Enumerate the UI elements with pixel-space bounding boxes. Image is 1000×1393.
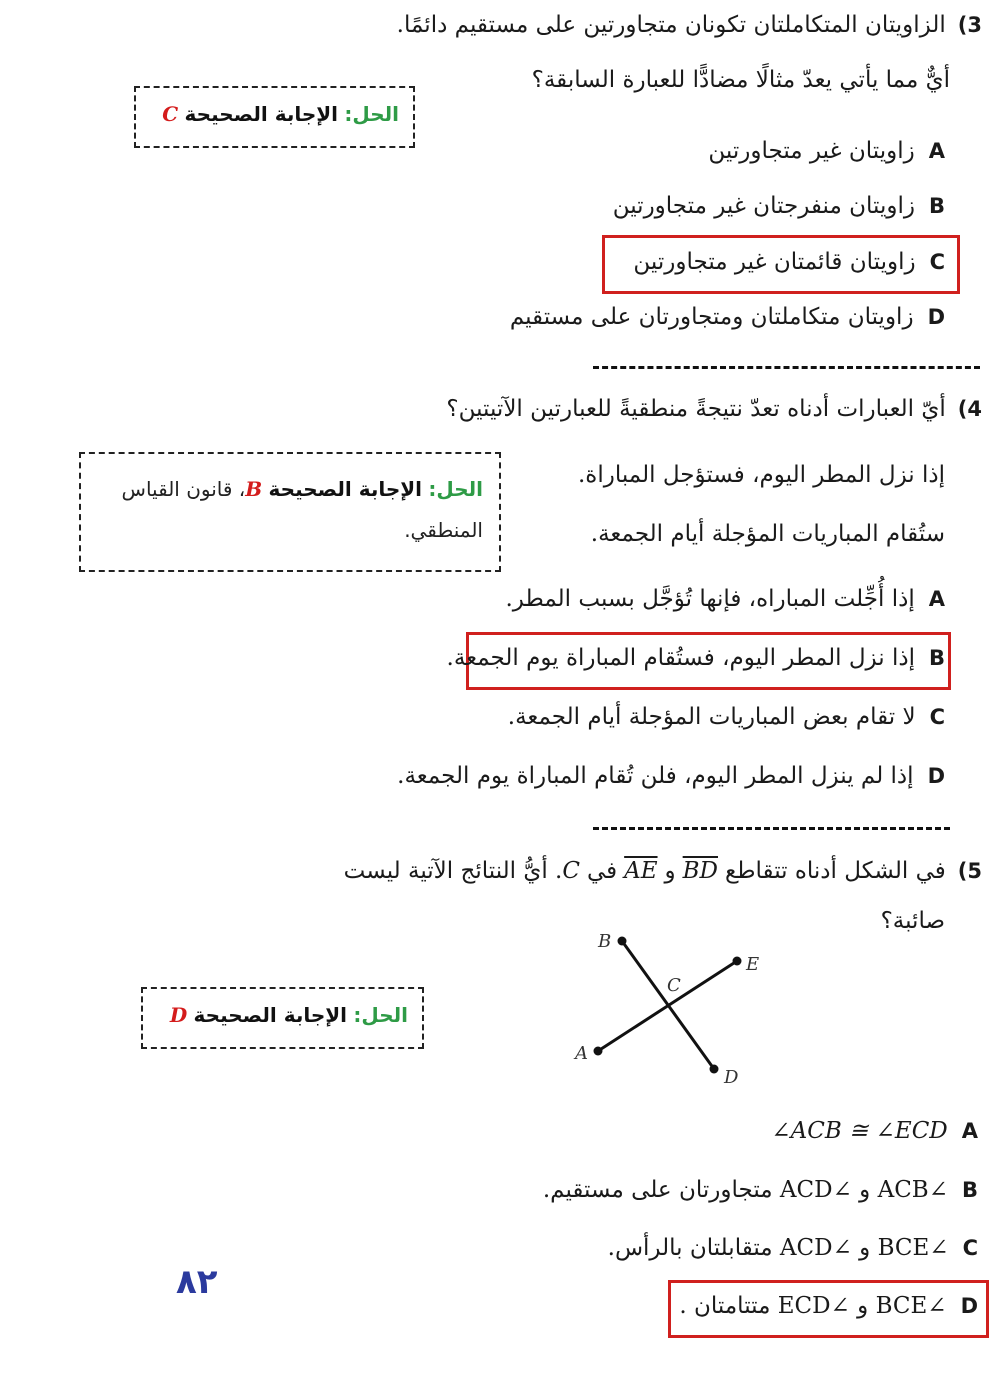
q3-solution-label: الحل:	[344, 102, 399, 126]
q3-statement: الزاويتان المتكاملتان تكونان متجاورتين على مستقيم دائمًا.	[396, 12, 946, 38]
q5-solution-text: الإجابة الصحيحة	[193, 1003, 347, 1027]
q5-solution-label: الحل:	[353, 1003, 408, 1027]
q3-option-b-letter: B	[928, 194, 945, 218]
q3-option-c-text: زاويتان قائمتان غير متجاورتين	[633, 249, 916, 275]
q4-solution-extra: ، قانون القياس	[121, 477, 246, 501]
q4-option-a[interactable]	[505, 586, 945, 612]
q5-question-part2: في	[586, 858, 618, 884]
q5-option-a-letter: A	[961, 1119, 978, 1143]
q5-option-c-letter: C	[962, 1236, 978, 1260]
q5-option-b-letter: B	[961, 1178, 978, 1202]
q4-premise-1: إذا نزل المطر اليوم، فستؤجل المباراة.	[578, 462, 945, 488]
q4-solution-line1	[93, 472, 483, 506]
q3-solution-letter: C	[162, 102, 179, 126]
q3-question: أيٌّ مما يأتي يعدّ مثالًا مضادًّا للعبارة السابقة؟	[531, 67, 950, 93]
label-a: A	[575, 1043, 588, 1064]
q5-solution-letter: D	[169, 1003, 188, 1027]
q5-conj: و	[664, 858, 676, 884]
q4-option-d[interactable]	[397, 763, 945, 789]
q3-solution-box	[134, 86, 415, 148]
q3-option-d-text: زاويتان متكاملتان ومتجاورتان على مستقيم	[509, 304, 914, 330]
q5-option-d[interactable]	[679, 1293, 978, 1319]
q3-option-d-letter: D	[927, 305, 945, 329]
q5-question-line2: صائبة؟	[880, 908, 945, 934]
point-e	[733, 957, 742, 966]
q5-segment-bd: $\overline{BD}$	[682, 858, 718, 884]
q4-solution-box	[79, 452, 501, 572]
q3-option-a-letter: A	[928, 139, 945, 163]
q4-option-b[interactable]	[447, 645, 945, 671]
q5-option-d-letter: D	[960, 1294, 978, 1318]
q4-option-b-text: إذا نزل المطر اليوم، فستُقام المباراة يوم الجمعة.	[446, 645, 915, 671]
label-c: C	[667, 975, 681, 996]
q3-option-c-letter: C	[929, 250, 945, 274]
q3-number: 3)	[957, 13, 982, 37]
q5-option-b[interactable]	[543, 1177, 978, 1203]
page-number: ٨٢	[176, 1262, 218, 1302]
q5-option-c-text: ∠BCE و ∠ACD متقابلتان بالرأس.	[607, 1235, 949, 1261]
segment-bd-line	[622, 941, 714, 1069]
q5-question-part1: في الشكل أدناه تتقاطع	[725, 858, 946, 884]
q4-option-a-text: إذا أُجِّلت المباراه، فإنها تُؤجَّل بسبب المطر.	[505, 586, 915, 612]
q3-option-a[interactable]	[708, 138, 945, 164]
q5-option-a-text: ∠ACB ≅ ∠ECD	[771, 1118, 948, 1144]
q3-option-b-text: زاويتان منفرجتان غير متجاورتين	[612, 193, 915, 219]
q5-option-a[interactable]	[771, 1118, 978, 1144]
point-a	[594, 1047, 603, 1056]
q4-solution-extra-2: المنطقي.	[404, 518, 483, 542]
q5-option-c[interactable]	[608, 1235, 978, 1261]
q4-header	[446, 396, 982, 422]
q5-solution-box	[141, 987, 424, 1049]
q3-header	[397, 12, 982, 38]
label-b: B	[598, 931, 612, 952]
q3-option-d[interactable]	[510, 304, 945, 330]
q4-option-c-text: لا تقام بعض المباريات المؤجلة أيام الجمعة.	[507, 704, 916, 730]
q5-number: 5)	[957, 859, 982, 883]
q4-number: 4)	[957, 397, 982, 421]
label-e: E	[746, 954, 760, 975]
q4-option-d-letter: D	[927, 764, 945, 788]
q3-option-c[interactable]	[633, 249, 945, 275]
q4-option-d-text: إذا لم ينزل المطر اليوم، فلن تُقام المباراة يوم الجمعة.	[397, 763, 914, 789]
q5-segment-ae: $\overline{AE}$	[624, 858, 658, 884]
q4-option-a-letter: A	[928, 587, 945, 611]
q5-question-part3: . أيُّ النتائج الآتية ليست	[343, 858, 563, 884]
q5-figure	[570, 925, 780, 1090]
q4-solution-text: الإجابة الصحيحة	[268, 477, 422, 501]
q4-option-c[interactable]	[508, 704, 945, 730]
q4-premise-2: ستُقام المباريات المؤجلة أيام الجمعة.	[590, 521, 945, 547]
q5-point: C	[562, 858, 580, 884]
q4-solution-label: الحل:	[428, 477, 483, 501]
q3-option-b[interactable]	[613, 193, 945, 219]
q4-option-b-letter: B	[928, 646, 945, 670]
q3-option-a-text: زاويتان غير متجاورتين	[708, 138, 915, 164]
q5-option-b-text: ∠ACB و ∠ACD متجاورتان على مستقيم.	[542, 1177, 948, 1203]
label-d: D	[724, 1067, 739, 1088]
divider-1	[593, 366, 980, 369]
q3-solution-text: الإجابة الصحيحة	[184, 102, 338, 126]
q5-header	[344, 858, 982, 884]
divider-2	[593, 827, 950, 830]
q4-question: أيّ العبارات أدناه تعدّ نتيجةً منطقيةً للعبارتين الآتيتين؟	[446, 396, 946, 422]
point-d	[710, 1065, 719, 1074]
q4-option-c-letter: C	[929, 705, 945, 729]
q5-option-d-text: ∠BCE و ∠ECD متتامتان .	[679, 1293, 947, 1319]
q4-solution-letter: B	[245, 477, 263, 501]
point-b	[618, 937, 627, 946]
